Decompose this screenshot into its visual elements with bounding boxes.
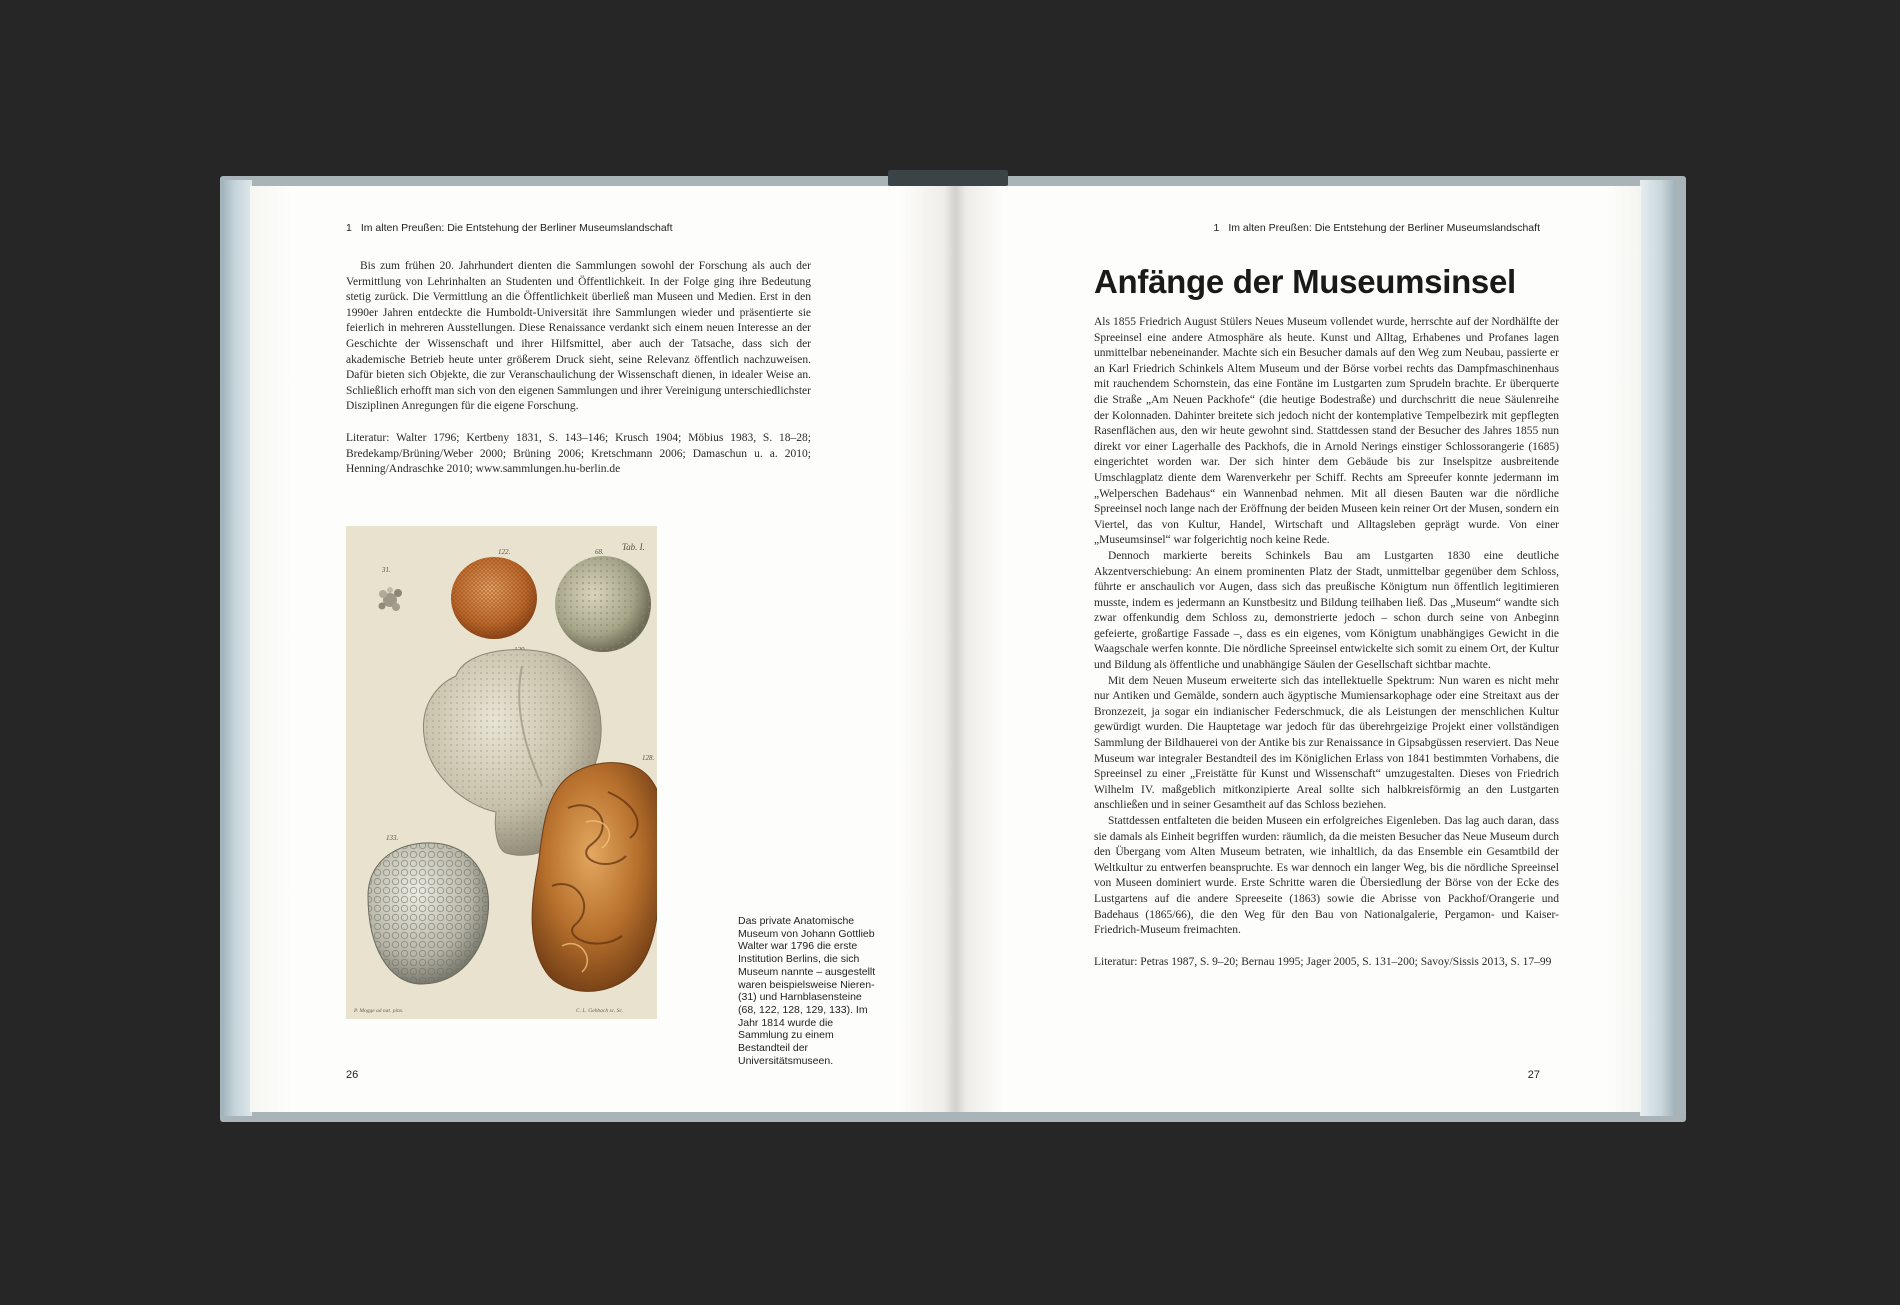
plate-number-128: 128.: [642, 754, 655, 762]
right-body-text: [1094, 315, 1559, 970]
figure-caption: Das private Anatomische Museum von Johann Gottlieb Walter war 1796 die erste Institution Berlins, die sich Museum nannte – ausgestellt waren beispielsweise Nieren- (31) und Harnblasensteine (68, 122, 128, 129, 133). Im Jahr 1814 wurde die Sammlung zu einem Bestandteil der Universitätsmuseen.: [738, 915, 876, 1067]
plate-number-31: 31.: [382, 566, 391, 574]
plate-number-133: 133.: [386, 834, 399, 842]
chapter-number: 1: [1213, 222, 1220, 234]
stone-68: [555, 556, 651, 652]
book-gutter: [944, 186, 966, 1112]
literature-note: Literatur: Walter 1796; Kertbeny 1831, S. 143–146; Krusch 1904; Möbius 1983, S. 18–28; Bredekamp/Brüning/Weber 2000; Brüning 2006; Kretschmann 2006; Damaschun u. a. 2010; Henning/Andraschke 2010; www.sammlungen.hu-berlin.de: [346, 431, 811, 476]
left-page: [250, 186, 955, 1112]
right-page: [955, 186, 1641, 1112]
plate-number-122: 122.: [498, 548, 511, 556]
page-number-right: 27: [1527, 1069, 1540, 1081]
body-paragraph: Dennoch markierte bereits Schinkels Bau am Lustgarten 1830 eine deutliche Akzentverschiebung: An einem prominenten Platz der Stadt, unmittelbar gegenüber dem Schloss, führte er anschaulich vor Augen, dass sich das preußische Königtum nun öffentlich legitimieren musste, indem es jedermann an Kunstbesitz und Bildung teilhaben ließ. Das „Museum“ wandte sich zwar offenkundig dem Schloss zu, demonstrierte jedoch – schon durch seine von Anbeginn gefeierte, großartige Fassade –, dass es ein eigenes, vom Königtum unabhängiges Gewicht in die Waagschale werfen konnte. Die nördliche Spreeinsel entwickelte sich somit zu einem Ort, der Kultur und Bildung als öffentliche und unabhängige Säulen der Gesellschaft sichtbar machte.: [1094, 549, 1559, 672]
body-paragraph: Als 1855 Friedrich August Stülers Neues Museum vollendet wurde, herrschte auf der Nordhälfte der Spreeinsel eine andere Atmosphäre als heute. Kunst und Alltag, Erhabenes und Profanes lagen unmittelbar nebeneinander. Machte sich ein Besucher damals auf den Weg zum Neubau, passierte er an Karl Friedrich Schinkels Altem Museum und der Börse vorbei rechts das Dampfmaschinenhaus mit rauchendem Schornstein, das eine Fontäne im Lustgarten zum Sprudeln brachte. Er überquerte die Straße „Am Neuen Packhofe“ (die heutige Bodestraße) und durchschritt die neue Säulenreihe der Kolonnaden. Dahinter breitete sich jedoch nicht der kontemplative Tempelbezirk mit gepflegten Rasenflächen aus, den wir heute gewohnt sind. Stattdessen stand der Besucher des Jahres 1855 nun direkt vor einer Lagerhalle des Packhofs, die in Arnold Nerings einstiger Schlossorangerie (1685) eingerichtet worden war. Der sich hinter dem Gebäude bis zur Inselspitze ausbreitende Umschlagplatz diente dem Warenverkehr per Schiff. Rechts am Spreeufer konnte jedermann im „Welperschen Badehaus“ ein Wannenbad nehmen. Mit all diesen Bauten war die nördliche Spreeinsel noch lange nach der Eröffnung der beiden Museen kein reiner Ort der Musen, sondern ein Viertel, das von Kultur, Handel, Wirtschaft und Alltagsleben geprägt wurde. Von einer „Museumsinsel“ war folgerichtig noch keine Rede.: [1094, 316, 1559, 547]
plate-number-68: 68.: [595, 548, 604, 556]
body-paragraph: Bis zum frühen 20. Jahrhundert dienten die Sammlungen sowohl der Forschung als auch der Vermittlung von Lehrinhalten an Studenten und Öffentlichkeit. In der Folge ging ihre Bedeutung stetig zurück. Die Vermittlung an die Öffentlichkeit überließ man Museen und Medien. Erst in den 1990er Jahren entdeckte die Humboldt-Universität ihre Sammlungen wieder und präsentierte sie feierlich in mehreren Ausstellungen. Diese Renaissance verdankt sich einem neuen Interesse an der Geschichte der Wissenschaft und ihrer Hilfsmittel, aber auch der Tatsache, dass sich der akademische Betrieb heute unter größerem Druck sieht, seine Relevanz öffentlich nachzuweisen. Dafür bieten sich Objekte, die zur Veranschaulichung der Wissenschaft dienen, in idealer Weise an. Schließlich erhofft man sich von den eigenen Sammlungen und ihrer Vereinigung unterschiedlichster Disziplinen Anregungen für die eigene Forschung.: [346, 260, 811, 413]
chapter-title: Im alten Preußen: Die Entstehung der Berliner Museumslandschaft: [360, 222, 673, 234]
stone-122: [451, 557, 537, 639]
section-heading: Anfänge der Museumsinsel: [1094, 263, 1516, 300]
running-head-left: [346, 222, 673, 234]
page-edges-right: [1640, 180, 1676, 1116]
literature-note: Literatur: Petras 1987, S. 9–20; Bernau 1995; Jager 2005, S. 131–200; Savoy/Sissis 2013, S. 17–99: [1094, 955, 1552, 968]
body-paragraph: Stattdessen entfalteten die beiden Museen ein erfolgreiches Eigenleben. Das lag auch daran, dass sie damals als Einheit begriffen wurden: räumlich, da die meisten Besucher das Neue Museum durch den Übergang vom Alten Museum betraten, wie inhaltlich, da das Ensemble ein Gesamtbild der Weltkultur zu entwerfen beanspruchte. Es war dennoch ein langer Weg, bis die nördliche Spreeinsel von Museen dominiert wurde. Erste Schritte waren die Übersiedlung der Börse von der Ecke des Lustgartens auf die andere Spreeseite (1863) sowie die Abrisse von Packhof/Orangerie und Badehaus (1865/66), die den Weg für den Bau von Nationalgalerie, Pergamon- und Kaiser-Friedrich-Museum freimachten.: [1094, 815, 1559, 937]
chapter-number: 1: [346, 222, 352, 234]
page-number-left: 26: [346, 1069, 359, 1081]
book-spine-top: [888, 170, 1008, 186]
chapter-title: Im alten Preußen: Die Entstehung der Berliner Museumslandschaft: [1228, 222, 1540, 234]
anatomical-plate-illustration: [346, 526, 657, 1019]
plate-credit-left: P. Mogge ad nat. pinx.: [354, 1008, 404, 1014]
body-paragraph: Mit dem Neuen Museum erweiterte sich das intellektuelle Spektrum: Nun waren es nicht mehr nur Antiken und Gemälde, sondern auch ägyptische Mumiensarkophage oder eine Streitaxt aus der Bronzezeit, ja sogar ein indianischer Federschmuck, die als Leistungen der menschlichen Kultur gewürdigt wurden. Die Hauptetage war jedoch für das überehrgeizige Projekt einer vollständigen Sammlung der Bildhauerei von der Antike bis zur Renaissance in Gipsabgüssen reserviert. Das Neue Museum war integraler Bestandteil des im Königlichen Erlass von 1841 bestimmten Vorhabens, die Spreeinsel zu einer „Freistätte für Kunst und Wissenschaft“ umzugestalten. Dieses von Friedrich Wilhelm IV. maßgeblich mitkonzipierte Areal sollte sich halbkreisförmig an den Lustgarten anschließen und in seiner Gesamtheit auf das Schloss beziehen.: [1094, 674, 1559, 812]
left-body-text: [346, 259, 811, 478]
running-head-right: [1213, 222, 1540, 234]
plate-credit-right: C. L. Gebbach sc. Sc.: [576, 1008, 624, 1014]
plate-tab-label: Tab. I.: [622, 542, 645, 552]
page-edges-left: [222, 180, 252, 1116]
